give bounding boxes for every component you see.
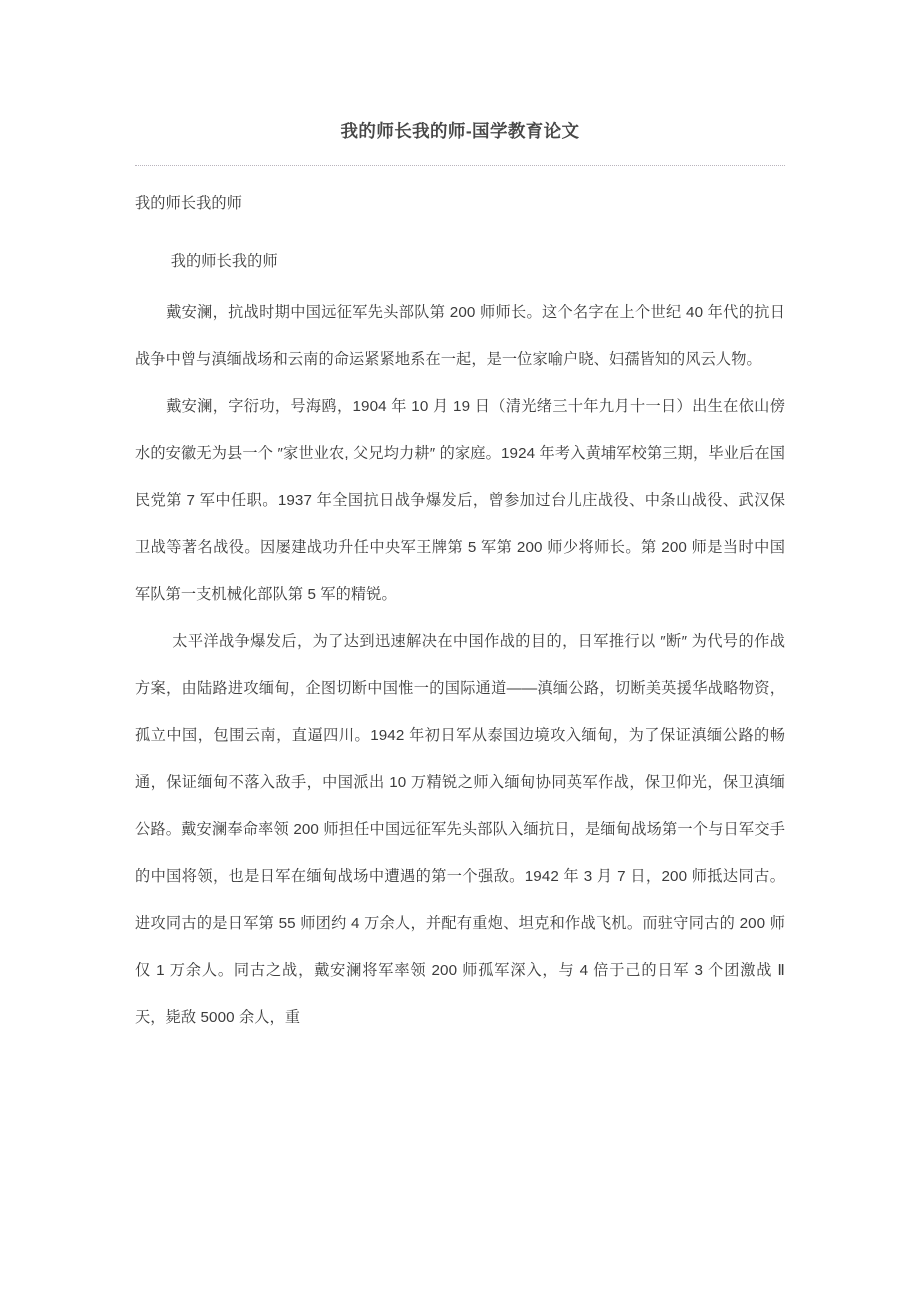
article-subheading: 我的师长我的师 [170, 253, 278, 271]
page-title: 我的师长我的师-国学教育论文 [340, 121, 580, 141]
spacer [135, 227, 785, 238]
paragraph-2: 戴安澜，字衍功，号海鸥，1904 年 10 月 19 日（清光绪三十年九月十一日）出生在依山傍水的安徽无为县一个 ″家世业农, 父兄均力耕″ 的家庭。1924 年考入黄埔军校第三期，毕业后在国民党第 7 军中任职。1937 年全国抗日战争爆发后，曾参加过台儿庄战役、中条山战役、武汉保卫战等著名战役。因屡建战功升任中央军王牌第 5 军第 200 师少将师长。第 200 师是当时中国军队第一支机械化部队第 5 军的精锐。 [135, 398, 785, 604]
paragraph-1: 戴安澜，抗战时期中国远征军先头部队第 200 师师长。这个名字在上个世纪 40 年代的抗日战争中曾与滇缅战场和云南的命运紧紧地系在一起，是一位家喻户晓、妇孺皆知的风云人物。 [135, 304, 785, 369]
paragraph-3: 太平洋战争爆发后，为了达到迅速解决在中国作战的目的，日军推行以 ″断″ 为代号的作战方案，由陆路进攻缅甸，企图切断中国惟一的国际通道——滇缅公路，切断美英援华战略物资，孤立中国，包围云南，直逼四川。1942 年初日军从泰国边境攻入缅甸，为了保证滇缅公路的畅通，保证缅甸不落入敌手，中国派出 10 万精锐之师入缅甸协同英军作战，保卫仰光，保卫滇缅公路。戴安澜奉命率领 200 师担任中国远征军先头部队入缅抗日，是缅甸战场第一个与日军交手的中国将领，也是日军在缅甸战场中遭遇的第一个强敌。1942 年 3 月 7 日，200 师抵达同古。进攻同古的是日军第 55 师团约 4 万余人，并配有重炮、坦克和作战飞机。而驻守同古的 200 师仅 1 万余人。同古之战，戴安澜将军率领 200 师孤军深入，与 4 倍于己的日军 3 个团激战 Ⅱ 天，毙敌 5000 余人，重 [135, 633, 785, 1027]
article-heading-line: 我的师长我的师 [135, 195, 243, 213]
document-body [135, 166, 785, 1041]
